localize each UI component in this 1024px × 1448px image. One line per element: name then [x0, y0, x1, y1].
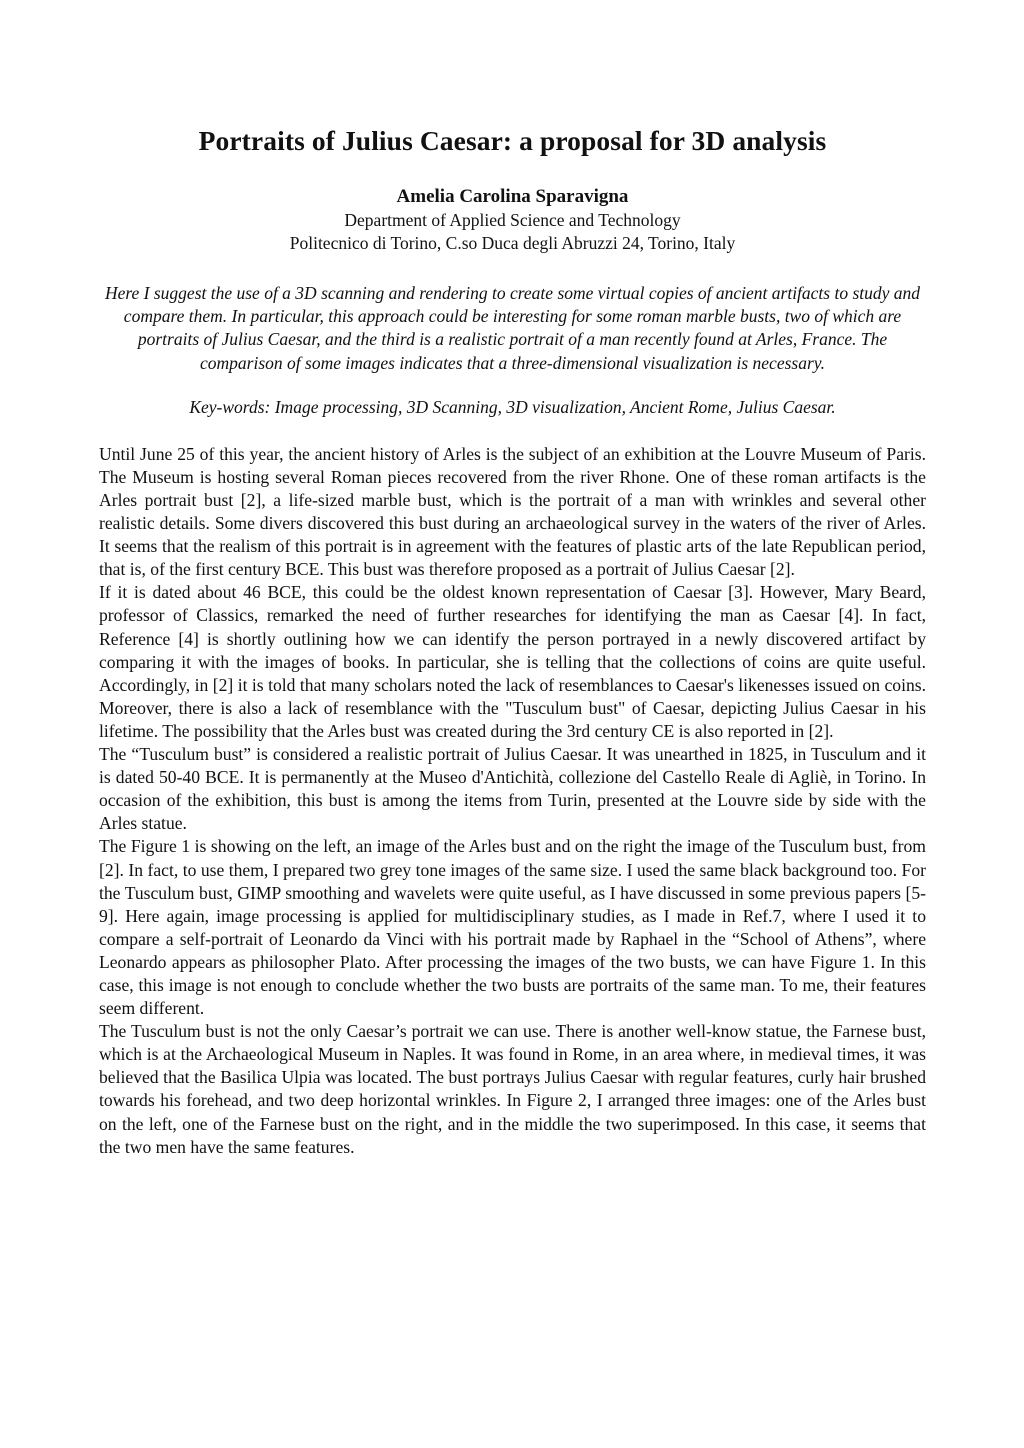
- paragraph: The Figure 1 is showing on the left, an image of the Arles bust and on the right the image of the Tusculum bust, from [2]. In fact, to use them, I prepared two grey tone images of the same size. I used the same black background too. For the Tusculum bust, GIMP smoothing and wavelets were quite useful, as I have discussed in some previous papers [5-9]. Here again, image processing is applied for multidisciplinary studies, as I made in Ref.7, where I used it to compare a self-portrait of Leonardo da Vinci with his portrait made by Raphael in the “School of Athens”, where Leonardo appears as philosopher Plato. After processing the images of the two busts, we can have Figure 1. In this case, this image is not enough to conclude whether the two busts are portraits of the same man. To me, their features seem different.: [99, 836, 926, 1019]
- body-text: [99, 443, 926, 1159]
- author-address: Politecnico di Torino, C.so Duca degli Abruzzi 24, Torino, Italy: [289, 233, 736, 253]
- keywords: Key-words: Image processing, 3D Scanning, 3D visualization, Ancient Rome, Julius Caesar.: [189, 396, 836, 417]
- paragraph: The “Tusculum bust” is considered a realistic portrait of Julius Caesar. It was unearthed in 1825, in Tusculum and it is dated 50-40 BCE. It is permanently at the Museo d'Antichità, collezione del Castello Reale di Agliè, in Torino. In occasion of the exhibition, this bust is among the items from Turin, presented at the Louvre side by side with the Arles statue.: [99, 744, 926, 834]
- author-block: [99, 184, 926, 255]
- author-name: Amelia Carolina Sparavigna: [396, 186, 629, 207]
- paper-title: Portraits of Julius Caesar: a proposal for 3D analysis: [198, 125, 827, 156]
- abstract: Here I suggest the use of a 3D scanning and rendering to create some virtual copies of ancient artifacts to study and compare them. In particular, this approach could be interesting for some roman marble busts, two of which are portraits of Julius Caesar, and the third is a realistic portrait of a man recently found at Arles, France. The comparison of some images indicates that a three-dimensional visualization is necessary.: [104, 283, 921, 373]
- paragraph: If it is dated about 46 BCE, this could be the oldest known representation of Caesar [3]. However, Mary Beard, professor of Classics, remarked the need of further researches for identifying the man as Caesar [4]. In fact, Reference [4] is shortly outlining how we can identify the person portrayed in a newly discovered artifact by comparing it with the images of books. In particular, she is telling that the collections of coins are quite useful. Accordingly, in [2] it is told that many scholars noted the lack of resemblances to Caesar's likenesses issued on coins. Moreover, there is also a lack of resemblance with the "Tusculum bust" of Caesar, depicting Julius Caesar in his lifetime. The possibility that the Arles bust was created during the 3rd century CE is also reported in [2].: [99, 582, 926, 741]
- paragraph: Until June 25 of this year, the ancient history of Arles is the subject of an exhibition at the Louvre Museum of Paris. The Museum is hosting several Roman pieces recovered from the river Rhone. One of these roman artifacts is the Arles portrait bust [2], a life-sized marble bust, which is the portrait of a man with wrinkles and several other realistic details. Some divers discovered this bust during an archaeological survey in the waters of the river of Arles. It seems that the realism of this portrait is in agreement with the features of plastic arts of the late Republican period, that is, of the first century BCE. This bust was therefore proposed as a portrait of Julius Caesar [2].: [99, 443, 926, 580]
- author-department: Department of Applied Science and Technology: [344, 210, 681, 230]
- paper-page: [99, 124, 926, 1159]
- paragraph: The Tusculum bust is not the only Caesar’s portrait we can use. There is another well-know statue, the Farnese bust, which is at the Archaeological Museum in Naples. It was found in Rome, in an area where, in medieval times, it was believed that the Basilica Ulpia was located. The bust portrays Julius Caesar with regular features, curly hair brushed towards his forehead, and two deep horizontal wrinkles. In Figure 2, I arranged three images: one of the Arles bust on the left, one of the Farnese bust on the right, and in the middle the two superimposed. In this case, it seems that the two men have the same features.: [99, 1021, 926, 1157]
